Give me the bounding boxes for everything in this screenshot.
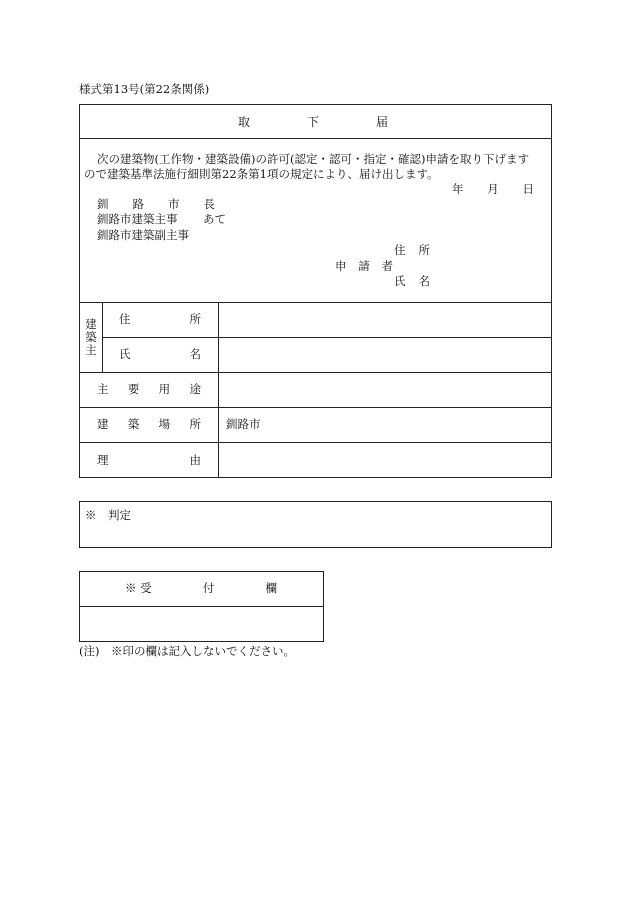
reason-row-line [79, 442, 552, 443]
judgment-label: ※ 判定 [85, 508, 131, 522]
addressee-deputy: 釧路市建築副主事 [97, 228, 189, 242]
label-value-divider [218, 302, 219, 478]
addressee-ate: あて [203, 212, 226, 226]
owner-label: 建築主 [85, 317, 97, 357]
use-row-line [79, 372, 552, 373]
addressee-chief: 釧路市建築主事 [97, 212, 178, 226]
main-use-label: 主 要 用 途 [97, 382, 201, 396]
table-top-line [79, 302, 552, 303]
owner-label-divider [102, 302, 103, 372]
reason-label: 理 由 [97, 453, 201, 467]
applicant-label: 申 請 者 [335, 259, 393, 273]
form-title: 取 下 届 [238, 115, 388, 129]
owner-address-label: 住 所 [119, 312, 201, 326]
owner-row-divider [102, 337, 552, 338]
form-number: 様式第13号(第22条関係) [79, 82, 210, 96]
date-line: 年 月 日 [452, 182, 534, 196]
body-text-line1: 次の建築物(工作物・建築設備)の許可(認定・認可・指定・確認)申請を取り下げます [97, 152, 529, 166]
owner-name-label: 氏 名 [119, 347, 201, 361]
site-row-line [79, 407, 552, 408]
title-divider [79, 138, 552, 139]
body-text-line2: ので建築基準法施行細則第22条第1項の規定により、届け出します。 [84, 167, 439, 181]
site-label: 建 築 場 所 [97, 417, 201, 431]
reception-divider [79, 606, 324, 607]
reception-title: ※ 受 付 欄 [125, 581, 277, 595]
applicant-name-label: 氏 名 [394, 274, 430, 288]
judgment-box [79, 501, 552, 548]
footnote: (注) ※印の欄は記入しないでください。 [79, 644, 295, 658]
applicant-address-label: 住 所 [394, 243, 430, 257]
site-value: 釧路市 [226, 417, 261, 431]
addressee-mayor: 釧 路 市 長 [97, 197, 215, 211]
